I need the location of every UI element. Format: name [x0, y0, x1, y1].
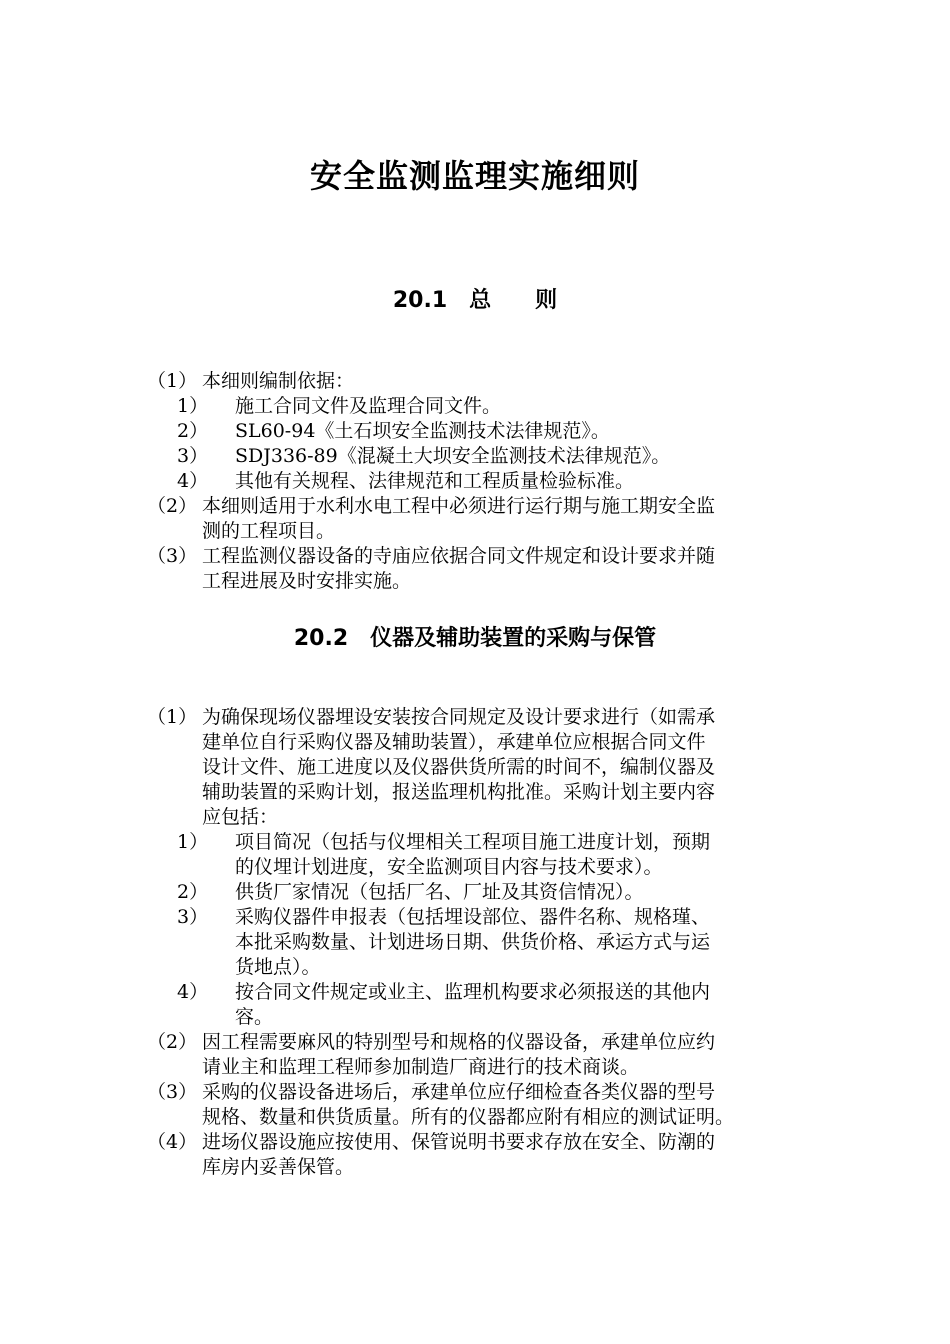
- item-number: （3）: [147, 1081, 198, 1103]
- item-text: 本批采购数量、计划进场日期、供货价格、承运方式与运: [235, 931, 711, 953]
- section-general-body: [147, 369, 827, 594]
- item-text: 测的工程项目。: [202, 520, 336, 542]
- item-text: 供货厂家情况（包括厂名、厂址及其资信情况）。: [235, 881, 644, 903]
- item-text: 本细则适用于水利水电工程中必须进行运行期与施工期安全监: [202, 495, 716, 517]
- item-text: 本细则编制依据：: [202, 370, 355, 392]
- list-item: [147, 905, 827, 980]
- section-heading-general: 20.1 总 则: [392, 288, 558, 313]
- item-text: 设计文件、施工进度以及仪器供货所需的时间不，编制仪器及: [202, 756, 716, 778]
- item-number: 4）: [177, 981, 209, 1003]
- item-text: 采购仪器件申报表（包括埋设部位、器件名称、规格瑾、: [235, 906, 711, 928]
- item-text: 项目简况（包括与仪埋相关工程项目施工进度计划，预期: [235, 831, 711, 853]
- item-number: （1）: [147, 706, 198, 728]
- list-item: [147, 830, 827, 880]
- item-text: 的仪埋计划进度，安全监测项目内容与技术要求）。: [235, 856, 663, 878]
- list-item: [147, 544, 827, 594]
- item-text: SL60-94《土石坝安全监测技术法律规范》。: [235, 420, 610, 442]
- list-item: [147, 419, 827, 444]
- list-item: [147, 394, 827, 419]
- item-text: 库房内妥善保管。: [202, 1156, 355, 1178]
- item-number: 2）: [177, 881, 209, 903]
- item-text: 辅助装置的采购计划，报送监理机构批准。采购计划主要内容: [202, 781, 716, 803]
- item-text: 请业主和监理工程师参加制造厂商进行的技术商谈。: [202, 1056, 640, 1078]
- document-title: 安全监测监理实施细则: [309, 157, 640, 195]
- section-procurement-body: [147, 705, 827, 1180]
- item-number: 1）: [177, 831, 209, 853]
- list-item: [147, 1030, 827, 1080]
- item-text: 货地点）。: [235, 956, 321, 978]
- item-number: 3）: [177, 445, 209, 467]
- list-item: [147, 1080, 827, 1130]
- list-item: [147, 880, 827, 905]
- item-number: （1）: [147, 370, 198, 392]
- list-item: [147, 444, 827, 469]
- item-number: （2）: [147, 1031, 198, 1053]
- item-text: 按合同文件规定或业主、监理机构要求必须报送的其他内: [235, 981, 711, 1003]
- item-text: 为确保现场仪器埋设安装按合同规定及设计要求进行（如需承: [202, 706, 716, 728]
- list-item: [147, 980, 827, 1030]
- item-text: 采购的仪器设备进场后，承建单位应仔细检查各类仪器的型号: [202, 1081, 716, 1103]
- item-text: SDJ336-89《混凝土大坝安全监测技术法律规范》。: [235, 445, 671, 467]
- item-number: 2）: [177, 420, 209, 442]
- list-item: [147, 469, 827, 494]
- item-number: （4）: [147, 1131, 198, 1153]
- item-number: （3）: [147, 545, 198, 567]
- item-text: 容。: [235, 1006, 274, 1028]
- list-item: [147, 494, 827, 544]
- section-heading-procurement: 20.2 仪器及辅助装置的采购与保管: [293, 626, 657, 651]
- item-number: 1）: [177, 395, 209, 417]
- item-number: （2）: [147, 495, 198, 517]
- item-text: 因工程需要麻风的特别型号和规格的仪器设备，承建单位应约: [202, 1031, 716, 1053]
- item-number: 3）: [177, 906, 209, 928]
- item-text: 进场仪器设施应按使用、保管说明书要求存放在安全、防潮的: [202, 1131, 716, 1153]
- item-text: 工程进展及时安排实施。: [202, 570, 412, 592]
- item-text: 工程监测仪器设备的寺庙应依据合同文件规定和设计要求并随: [202, 545, 716, 567]
- list-item: [147, 705, 827, 830]
- item-text: 规格、数量和供货质量。所有的仪器都应附有相应的测试证明。: [202, 1106, 735, 1128]
- list-item: [147, 1130, 827, 1180]
- item-text: 应包括：: [202, 806, 279, 828]
- item-text: 施工合同文件及监理合同文件。: [235, 395, 502, 417]
- item-text: 其他有关规程、法律规范和工程质量检验标准。: [235, 470, 635, 492]
- item-text: 建单位自行采购仪器及辅助装置），承建单位应根据合同文件: [202, 731, 706, 753]
- item-number: 4）: [177, 470, 209, 492]
- list-item: [147, 369, 827, 394]
